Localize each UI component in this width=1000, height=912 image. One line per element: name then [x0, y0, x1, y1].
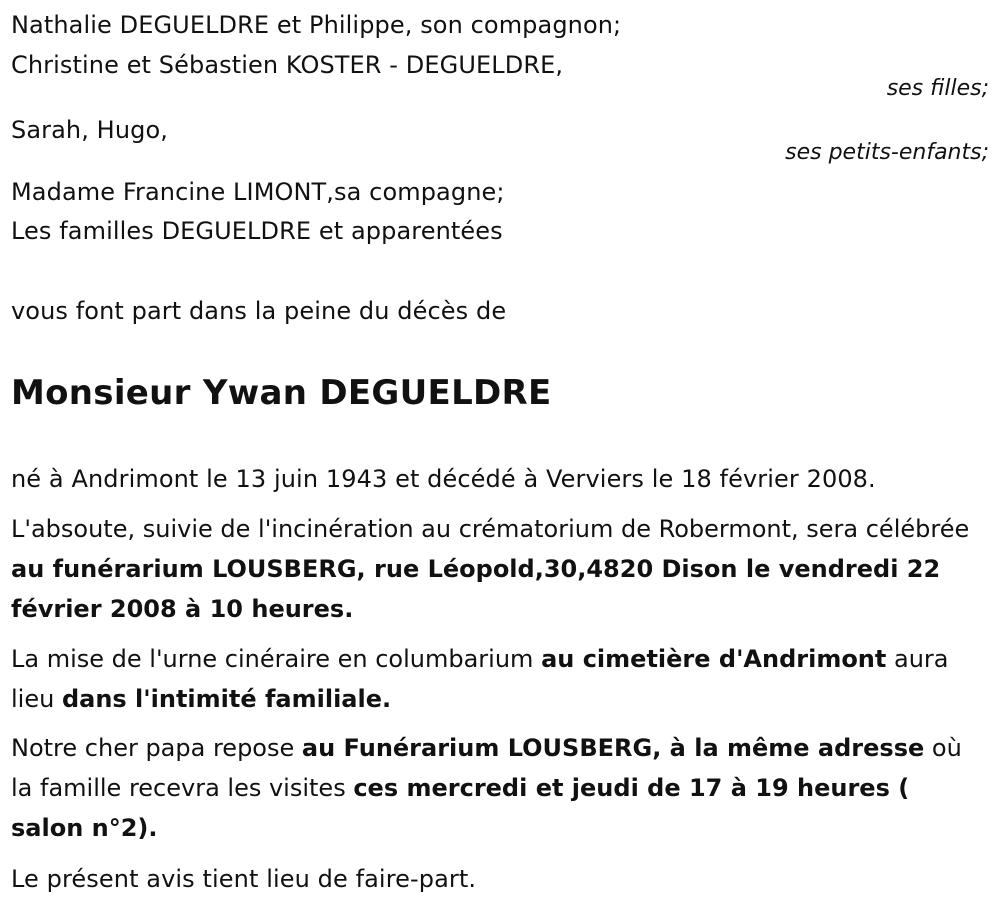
visits-text-2: où la famille recevra les visites [11, 734, 962, 802]
visits-paragraph [11, 728, 986, 848]
urn-cemetery: au cimetière d'Andrimont [541, 645, 887, 673]
urn-privacy: dans l'intimité familiale. [61, 685, 392, 713]
family-line-relatives: Les familles DEGUELDRE et apparentées [11, 217, 503, 245]
visits-location: au Funérarium LOUSBERG, à la même adresse [301, 734, 925, 762]
visits-text-1: Notre cher papa repose [11, 734, 302, 762]
urn-paragraph [11, 639, 986, 719]
family-line-daughter-2: Christine et Sébastien KOSTER - DEGUELDRE, [11, 51, 564, 79]
announcement-text: vous font part dans la peine du décès de [11, 297, 507, 325]
urn-text-1: La mise de l'urne cinéraire en columbarium [11, 645, 542, 673]
visits-schedule: ces mercredi et jeudi de 17 à 19 heures ( salon n°2). [11, 774, 910, 842]
role-grandchildren: ses petits-enfants; [785, 140, 989, 165]
role-daughters: ses filles; [886, 76, 989, 101]
ceremony-paragraph [11, 509, 986, 629]
ceremony-location-time: au funérarium LOUSBERG, rue Léopold,30,4820 Dison le vendredi 22 février 2008 à 10 heures. [11, 555, 941, 623]
ceremony-text: L'absoute, suivie de l'incinération au crématorium de Robermont, sera célébrée [11, 515, 970, 543]
birth-death-line: né à Andrimont le 13 juin 1943 et décédé à Verviers le 18 février 2008. [11, 465, 876, 493]
urn-text-2: aura lieu [11, 645, 949, 713]
family-line-daughter-1: Nathalie DEGUELDRE et Philippe, son compagnon; [11, 11, 622, 39]
closing-text: Le présent avis tient lieu de faire-part. [11, 865, 477, 893]
family-line-grandchildren: Sarah, Hugo, [11, 116, 168, 144]
deceased-name: Monsieur Ywan DEGUELDRE [11, 373, 552, 413]
family-line-companion: Madame Francine LIMONT,sa compagne; [11, 178, 505, 206]
